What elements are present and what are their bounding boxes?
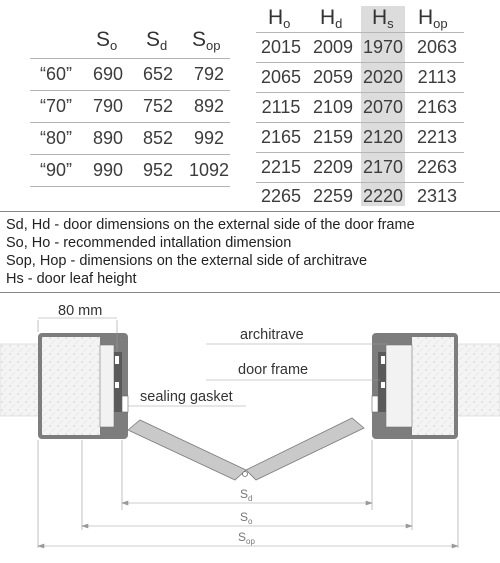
table-cell: 2163 <box>416 97 458 117</box>
table-cell: 2115 <box>261 97 301 117</box>
so-label: $S_o$ <box>240 510 253 526</box>
table-cell: 2215 <box>260 157 302 177</box>
sop-label: $S_{op}$ <box>238 530 255 546</box>
left-jamb <box>38 333 128 439</box>
left-door-leaf <box>128 420 246 480</box>
table-cell: 2015 <box>260 37 302 57</box>
table-cell: 792 <box>193 64 225 84</box>
table-cell: 2059 <box>312 67 354 87</box>
hinge-point <box>243 472 248 477</box>
col-header-ho: $H_o$ <box>268 6 291 31</box>
table-cell: 652 <box>142 64 174 84</box>
right-door-leaf <box>246 418 364 480</box>
table-cell: 2220 <box>362 186 404 206</box>
door-frame-label: door frame <box>238 362 309 378</box>
architrave-label: architrave <box>240 327 304 343</box>
col-header-hd: $H_d$ <box>320 6 343 31</box>
table-cell: 2020 <box>362 67 404 87</box>
table-cell: 852 <box>142 128 174 148</box>
table-cell: 2170 <box>362 157 404 177</box>
table-cell: 952 <box>142 160 174 180</box>
row-label: “70” <box>39 96 72 116</box>
row-label: “80” <box>39 128 72 148</box>
sealing-gasket-label: sealing gasket <box>140 389 233 405</box>
legend-line: So, Ho - recommended intallation dimension <box>6 235 292 251</box>
legend-line: Sd, Hd - door dimensions on the external side of the door frame <box>6 217 415 233</box>
legend-line: Sop, Hop - dimensions on the external side of architrave <box>6 253 368 269</box>
table-cell: 752 <box>142 96 174 116</box>
table-cell: 2259 <box>312 186 354 206</box>
table-cell: 2109 <box>312 97 354 117</box>
table-cell: 690 <box>92 64 124 84</box>
col-header-hs: $H_s$ <box>372 6 394 31</box>
table-cell: 1092 <box>188 160 230 180</box>
table-cell: 2113 <box>417 67 457 87</box>
table-cell: 2265 <box>260 186 302 206</box>
col-header-so: $S_o$ <box>96 28 118 53</box>
table-cell: 2313 <box>416 186 458 206</box>
col-header-sd: $S_d$ <box>146 28 168 53</box>
table-cell: 1970 <box>362 37 404 57</box>
row-label: “90” <box>39 160 72 180</box>
table-cell: 2213 <box>416 127 458 147</box>
right-jamb <box>372 333 458 439</box>
row-label: “60” <box>39 64 72 84</box>
left-wall <box>0 344 40 416</box>
table-cell: 2009 <box>312 37 354 57</box>
table-cell: 2165 <box>260 127 302 147</box>
table-cell: 2263 <box>416 157 458 177</box>
width-label: 80 mm <box>58 303 103 319</box>
table-cell: 2063 <box>416 37 458 57</box>
table-cell: 2209 <box>312 157 354 177</box>
table-cell: 2120 <box>362 127 404 147</box>
table-cell: 992 <box>193 128 225 148</box>
table-cell: 2065 <box>260 67 302 87</box>
table-cell: 892 <box>193 96 225 116</box>
table-cell: 2070 <box>362 97 404 117</box>
col-header-sop: $S_{op}$ <box>192 28 221 53</box>
table-cell: 890 <box>92 128 124 148</box>
col-header-hop: $H_{op}$ <box>418 6 448 31</box>
legend-line: Hs - door leaf height <box>6 271 137 287</box>
table-cell: 2159 <box>312 127 354 147</box>
table-cell: 990 <box>92 160 124 180</box>
sd-label: $S_d$ <box>240 487 253 503</box>
table-cell: 790 <box>92 96 124 116</box>
